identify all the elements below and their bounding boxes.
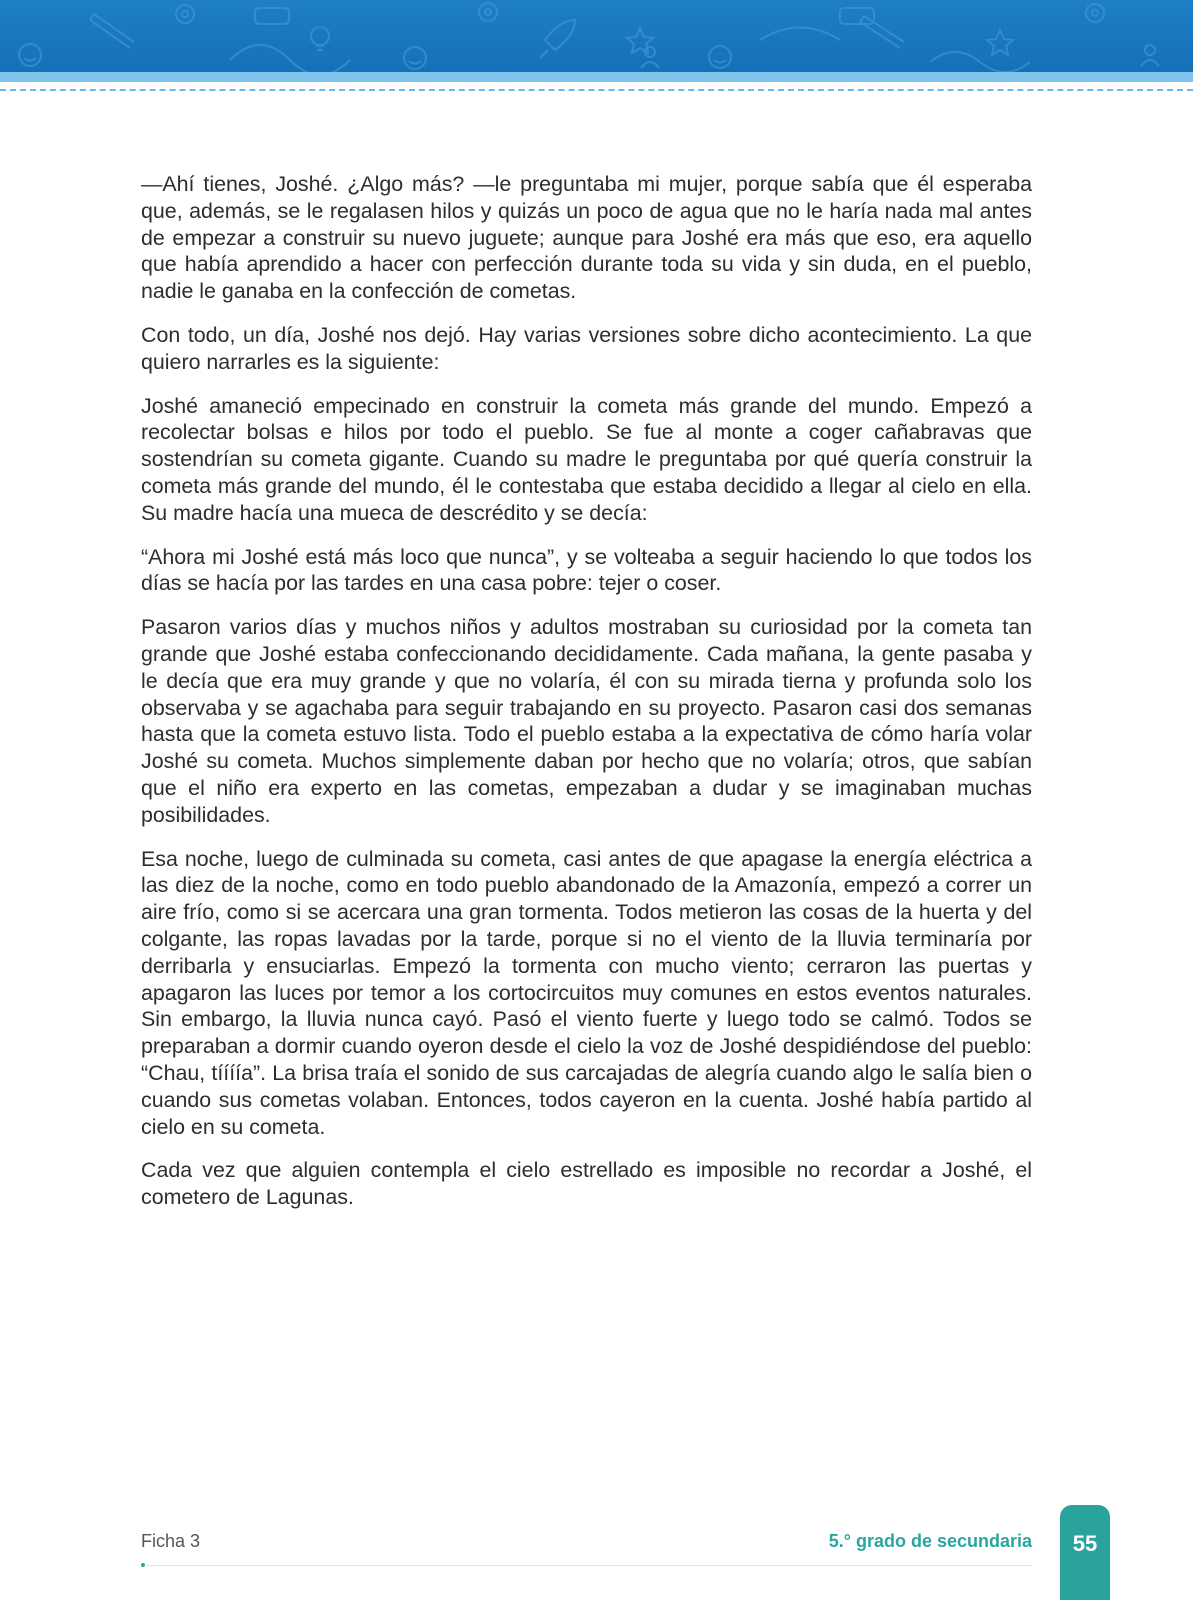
paragraph: Joshé amaneció empecinado en construir la cometa más grande del mundo. Empezó a recolectar bolsas e hilos por todo el pueblo. Se fue al monte a coger cañabravas que sostendrían su cometa gigante. Cuando su madre le preguntaba por qué quería construir la cometa más grande del mundo, él le contestaba que estaba decidido a llegar al cielo en ella. Su madre hacía una mueca de descrédito y se decía:: [141, 393, 1032, 525]
header-dashed-divider: [0, 89, 1193, 91]
page-number: 55: [1072, 1531, 1098, 1556]
header-doodle-pattern: [0, 0, 1193, 72]
paragraph: —Ahí tienes, Joshé. ¿Algo más? —le preguntaba mi mujer, porque sabía que él esperaba que, además, se le regalasen hilos y quizás un poco de agua que no le haría nada mal antes de empezar a construir su nuevo juguete; aunque para Joshé era más que eso, era aquello que había aprendido a hacer con perfección durante toda su vida y sin duda, en el pueblo, nadie le ganaba en la confección de cometas.: [141, 172, 1032, 304]
pencil-icon: [90, 14, 134, 48]
grade-label: 5.° grado de secundaria: [828, 1531, 1032, 1551]
paragraph: Esa noche, luego de culminada su cometa, casi antes de que apagase la energía eléctrica a las diez de la noche, como en todo pueblo abandonado de la Amazonía, empezó a correr un aire frío, como si se acercara una gran tormenta. Todos metieron las cosas de la huerta y del colgante, las ropas lavadas por la tarde, porque si no el viento de la lluvia terminaría por derribarla y ensuciarlas. Empezó la tormenta con mucho viento; cerraron las puertas y apagaron las luces por temor a los cortocircuitos muy comunes en estos eventos naturales. Sin embargo, la lluvia nunca cayó. Pasó el viento fuerte y luego todo se calmó. Todos se preparaban a dormir cuando oyeron desde el cielo la voz de Joshé despidiéndose del pueblo: “Chau, tíííía”. La brisa traía el sonido de sus carcajadas de alegría cuando algo le salía bien o cuando sus cometas volaban. Entonces, todos cayeron en la cuenta. Joshé había partido al cielo en su cometa.: [141, 846, 1032, 1139]
paragraph: Con todo, un día, Joshé nos dejó. Hay varias versiones sobre dicho acontecimiento. La que quiero narrarles es la siguiente:: [141, 322, 1032, 374]
swirl-doodle: [230, 45, 350, 72]
smiley-icon: [709, 46, 731, 68]
gear-icon: [176, 5, 194, 23]
star-icon: [627, 28, 653, 53]
speech-bubble-doodle: [255, 8, 289, 24]
paragraph: “Ahora mi Joshé está más loco que nunca”, y se volteaba a seguir haciendo lo que todos los días se hacía por las tardes en una casa pobre: tejer o coser.: [141, 544, 1032, 596]
smiley-icon: [19, 44, 41, 66]
swirl-doodle: [930, 52, 1030, 72]
lightbulb-icon: [311, 27, 329, 50]
worksheet-label: Ficha 3: [141, 1531, 201, 1551]
person-icon: [1141, 45, 1159, 66]
speech-bubble-doodle: [840, 8, 874, 24]
swirl-doodle: [760, 28, 840, 41]
gear-icon: [479, 3, 497, 21]
rocket-icon: [540, 20, 575, 58]
footer-divider: [147, 1565, 1032, 1566]
footer-dot: [141, 1563, 145, 1567]
smiley-icon: [404, 47, 426, 69]
header-stripe: [0, 72, 1193, 82]
gear-icon: [1086, 4, 1104, 22]
paragraph: Pasaron varios días y muchos niños y adultos mostraban su curiosidad por la cometa tan grande que Joshé estaba confeccionando decididamente. Cada mañana, la gente pasaba y le decía que era muy grande y que no volaría, él con su mirada tierna y profunda solo los observaba y se agachaba para seguir trabajando en su proyecto. Pasaron casi dos semanas hasta que la cometa estuvo lista. Todo el pueblo estaba a la expectativa de cómo haría volar Joshé su cometa. Muchos simplemente daban por hecho que no volaría; otros, que sabían que el niño era experto en las cometas, empezaban a dudar y se imaginaban muchas posibilidades.: [141, 615, 1032, 827]
pencil-icon: [860, 16, 904, 48]
article-body: [141, 171, 1032, 1228]
paragraph: Cada vez que alguien contempla el cielo estrellado es imposible no recordar a Joshé, el cometero de Lagunas.: [141, 1158, 1032, 1210]
star-icon: [987, 30, 1013, 55]
header-banner: [0, 0, 1193, 72]
